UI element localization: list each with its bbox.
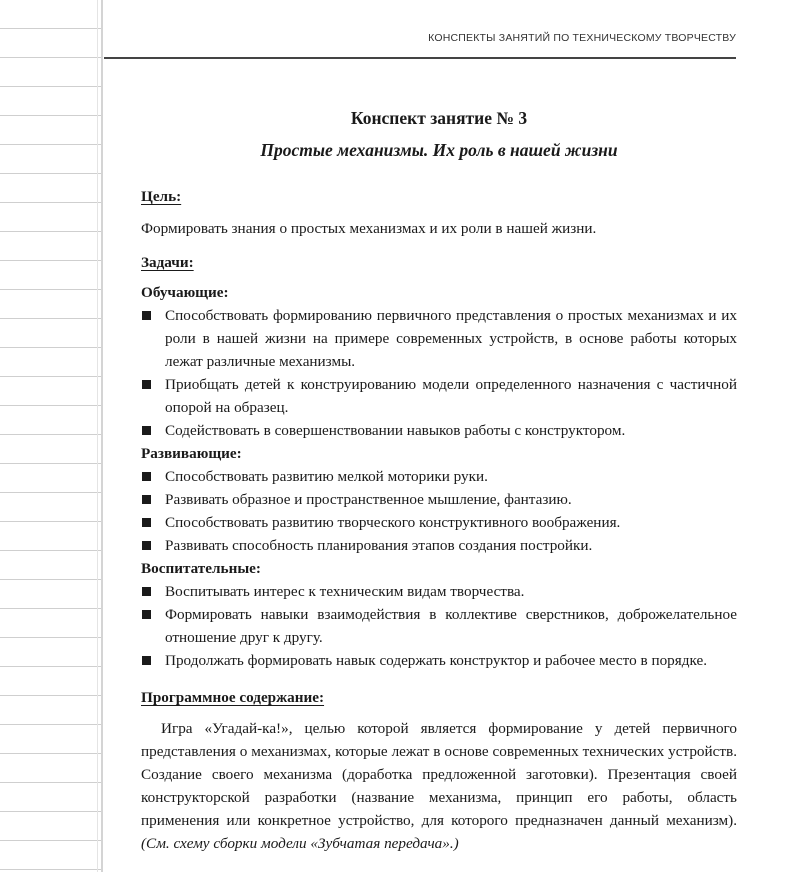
group-title-educational: Воспитательные: <box>141 560 261 577</box>
tasks-heading: Задачи: <box>141 254 194 271</box>
square-bullet-icon <box>142 518 151 527</box>
list-item: Способствовать развитию мелкой моторики руки. <box>141 465 737 488</box>
square-bullet-icon <box>142 656 151 665</box>
educational-list <box>141 580 737 672</box>
program-heading: Программное содержание: <box>141 689 325 706</box>
square-bullet-icon <box>142 311 151 320</box>
list-item: Содействовать в совершенствовании навыков работы с конструктором. <box>141 419 737 442</box>
square-bullet-icon <box>142 472 151 481</box>
list-item: Воспитывать интерес к техническим видам творчества. <box>141 580 737 603</box>
lesson-title: Конспект занятие № 3 <box>350 108 528 128</box>
ruled-margin-strip <box>0 0 103 872</box>
goal-heading: Цель: <box>141 188 182 205</box>
header-rule <box>104 57 736 59</box>
list-item: Развивать образное и пространственное мышление, фантазию. <box>141 488 737 511</box>
assembly-scheme-reference: (См. схему сборки модели «Зубчатая передача».) <box>141 835 459 852</box>
list-item: Приобщать детей к конструированию модели определенного назначения с частичной опорой на образец. <box>141 373 737 419</box>
group-title-developing: Развивающие: <box>141 445 242 462</box>
program-text: Игра «Угадай-ка!», целью которой является формирование у детей первичного представления о механизмах, которые лежат в основе современных технических устройств. Создание своего механизма (доработка предложенной заготовки). Презентация своей конструкторской разработки (название механизма, принцип его работы, область применения или конкретное устройство, для которого предназначен данный механизм). (См. схему сборки модели «Зубчатая передача».) <box>141 720 737 852</box>
developing-list <box>141 465 737 557</box>
lesson-subtitle: Простые механизмы. Их роль в нашей жизни <box>260 140 618 160</box>
running-header: КОНСПЕКТЫ ЗАНЯТИЙ ПО ТЕХНИЧЕСКОМУ ТВОРЧЕСТВУ <box>428 32 736 44</box>
square-bullet-icon <box>142 380 151 389</box>
list-item: Формировать навыки взаимодействия в коллективе сверстников, доброжелательное отношение друг к другу. <box>141 603 737 649</box>
square-bullet-icon <box>142 587 151 596</box>
list-item: Продолжать формировать навык содержать конструктор и рабочее место в порядке. <box>141 649 737 672</box>
page-content <box>141 106 737 855</box>
teaching-list <box>141 304 737 442</box>
list-item: Способствовать формированию первичного представления о простых механизмах и их роли в нашей жизни на примере современных устройств, в основе работы которых лежат различные механизмы. <box>141 304 737 373</box>
square-bullet-icon <box>142 610 151 619</box>
list-item: Способствовать развитию творческого конструктивного воображения. <box>141 511 737 534</box>
list-item: Развивать способность планирования этапов создания постройки. <box>141 534 737 557</box>
square-bullet-icon <box>142 541 151 550</box>
square-bullet-icon <box>142 426 151 435</box>
square-bullet-icon <box>142 495 151 504</box>
goal-text: Формировать знания о простых механизмах и их роли в нашей жизни. <box>141 220 597 237</box>
group-title-teaching: Обучающие: <box>141 284 229 301</box>
